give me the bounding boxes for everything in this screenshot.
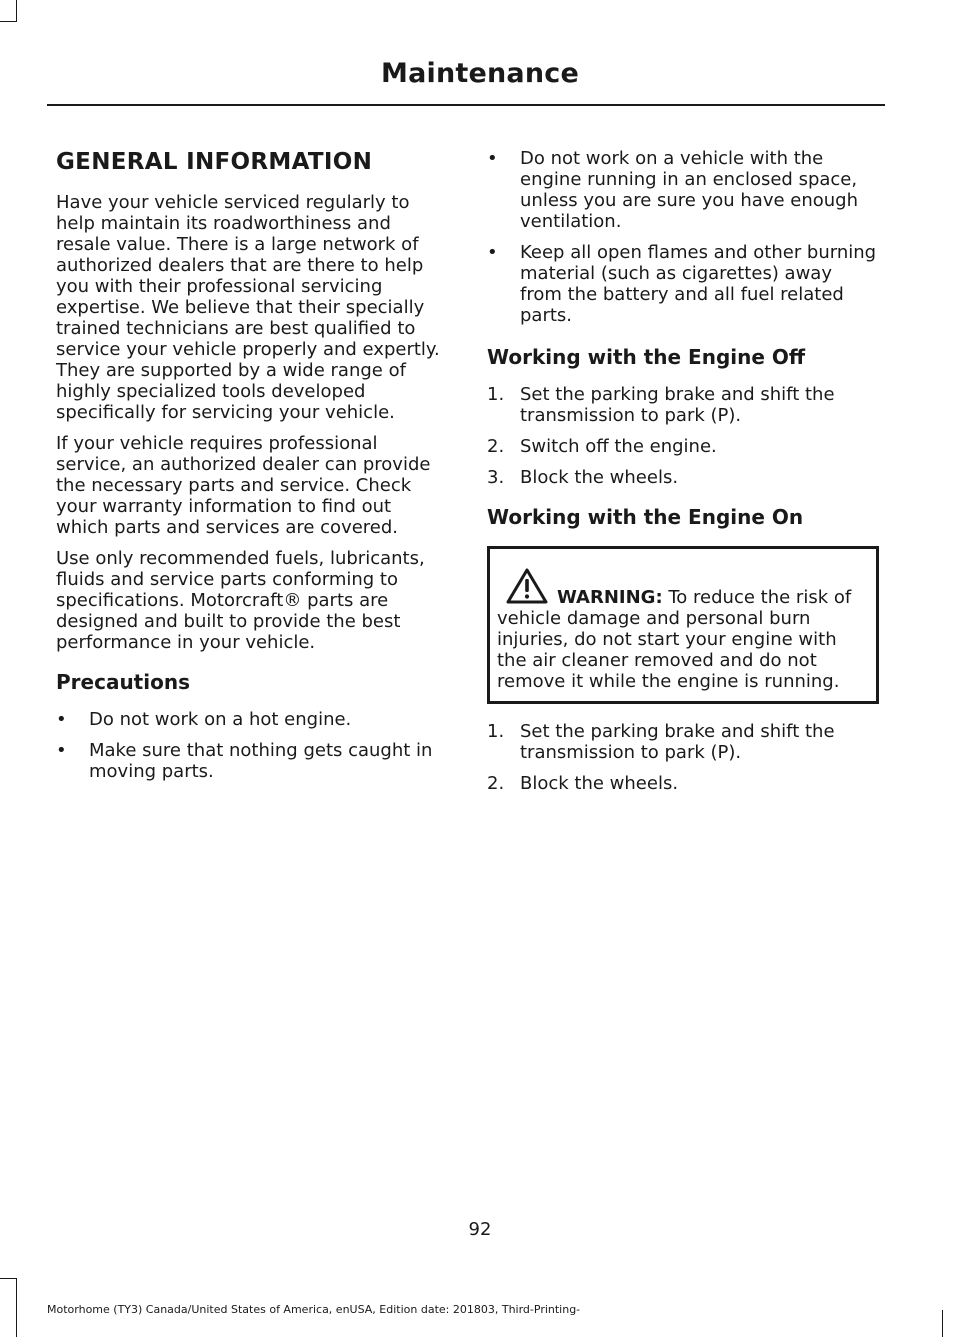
- list-item-text: Set the parking brake and shift the transmission to park (P).: [520, 384, 835, 426]
- section-title: GENERAL INFORMATION: [56, 149, 373, 175]
- page-number: 92: [468, 1219, 492, 1240]
- precautions-heading: Precautions: [56, 670, 190, 694]
- list-item-text: Block the wheels.: [520, 467, 679, 488]
- step-number: 1.: [487, 384, 505, 405]
- list-item: [487, 721, 879, 763]
- list-item-text: Switch off the engine.: [520, 436, 717, 457]
- list-item: [487, 242, 879, 326]
- warning-triangle-icon: [505, 567, 549, 605]
- engine-on-heading: Working with the Engine On: [487, 505, 804, 529]
- list-item: [487, 436, 879, 457]
- list-item: [487, 384, 879, 426]
- bullet: •: [487, 242, 498, 263]
- edition-footer: Motorhome (TY3) Canada/United States of America, enUSA, Edition date: 201803, Third-Printing-: [47, 1303, 581, 1316]
- list-item: [56, 709, 448, 730]
- engine-on-steps: [487, 721, 879, 794]
- page-header-title: Maintenance: [381, 58, 579, 89]
- left-column: [56, 140, 448, 796]
- list-item-text: Make sure that nothing gets caught in moving parts.: [89, 740, 433, 782]
- step-number: 2.: [487, 436, 505, 457]
- header-rule: [47, 104, 885, 106]
- crop-mark: [942, 1310, 943, 1337]
- engine-off-steps: [487, 384, 879, 488]
- list-item-text: Do not work on a hot engine.: [89, 709, 352, 730]
- bullet: •: [56, 709, 67, 730]
- list-item: [487, 148, 879, 232]
- bullet: •: [56, 740, 67, 761]
- list-item-text: Set the parking brake and shift the transmission to park (P).: [520, 721, 835, 763]
- crop-mark: [16, 0, 17, 22]
- step-number: 3.: [487, 467, 505, 488]
- paragraph: Use only recommended fuels, lubricants, fluids and service parts conforming to specifications. Motorcraft® parts are designed and built to provide the best performance in your vehicle.: [56, 548, 425, 653]
- precautions-list: [56, 709, 448, 782]
- step-number: 1.: [487, 721, 505, 742]
- warning-box: [487, 546, 879, 704]
- crop-mark: [0, 21, 17, 22]
- list-item-text: Block the wheels.: [520, 773, 679, 794]
- crop-mark: [0, 1278, 17, 1279]
- crop-mark: [16, 1278, 17, 1337]
- list-item: [487, 467, 879, 488]
- list-item-text: Do not work on a vehicle with the engine running in an enclosed space, unless you are sure you have enough ventilation.: [520, 148, 859, 232]
- paragraph: If your vehicle requires professional service, an authorized dealer can provide the necessary parts and service. Check your warranty information to find out which parts and services are covered.: [56, 433, 431, 538]
- bullet: •: [487, 148, 498, 169]
- right-column: [487, 148, 879, 808]
- warning-label: WARNING:: [557, 587, 663, 608]
- warning-text: To reduce the risk of vehicle damage and personal burn injuries, do not start your engine with the air cleaner removed and do not remove it while the engine is running.: [497, 587, 852, 692]
- step-number: 2.: [487, 773, 505, 794]
- list-item: [487, 773, 879, 794]
- precautions-list-continued: [487, 148, 879, 326]
- paragraph: Have your vehicle serviced regularly to help maintain its roadworthiness and resale value. There is a large network of authorized dealers that are there to help you with their professional servicing expertise. We believe that their specially trained technicians are best qualified to service your vehicle properly and expertly. They are supported by a wide range of highly specialized tools developed specifically for servicing your vehicle.: [56, 192, 440, 423]
- list-item: [56, 740, 448, 782]
- engine-off-heading: Working with the Engine Off: [487, 345, 806, 369]
- list-item-text: Keep all open flames and other burning material (such as cigarettes) away from the battery and all fuel related parts.: [520, 242, 877, 326]
